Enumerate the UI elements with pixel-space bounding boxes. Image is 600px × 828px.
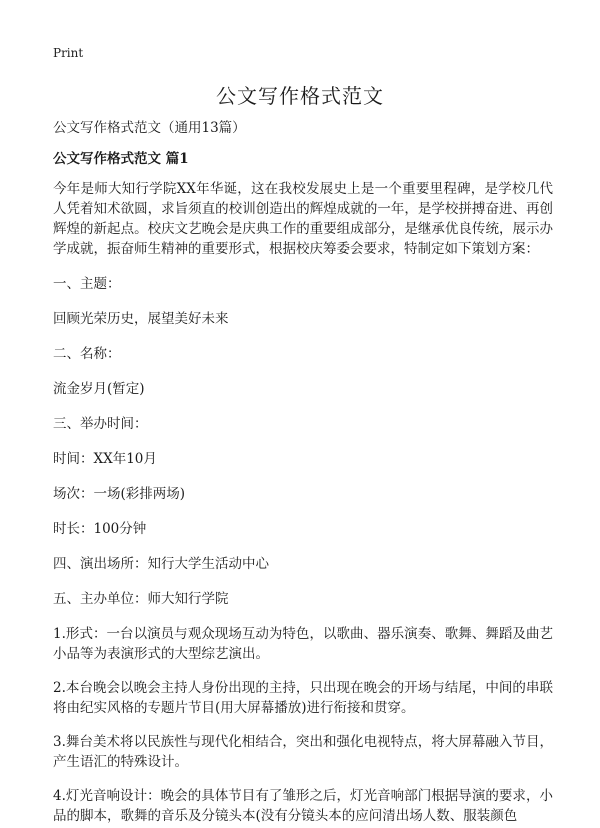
section-heading: 公文写作格式范文 篇1 [53, 151, 189, 167]
paragraph-stage-art: 3.舞台美术将以民族性与现代化相结合，突出和强化电视特点，将大屏幕融入节目，产生语汇的特殊设计。 [53, 734, 553, 770]
paragraph-name: 流金岁月(暂定) [53, 381, 145, 397]
paragraph-sessions: 场次：一场(彩排两场) [53, 486, 186, 502]
document-body [53, 118, 553, 828]
print-link[interactable]: Print [53, 46, 84, 60]
paragraph-duration: 时长：100分钟 [53, 521, 147, 537]
paragraph-theme: 回顾光荣历史，展望美好未来 [53, 311, 229, 327]
paragraph-time: 时间：XX年10月 [53, 451, 157, 467]
page-title: 公文写作格式范文 [216, 84, 384, 108]
paragraph-theme-label: 一、主题： [53, 276, 121, 292]
paragraph-venue: 四、演出场所：知行大学生活动中心 [53, 556, 269, 572]
paragraph-format: 1.形式：一台以演员与观众现场互动为特色，以歌曲、器乐演奏、歌舞、舞蹈及曲艺小品等为表演形式的大型综艺演出。 [53, 626, 553, 662]
paragraph-time-label: 三、举办时间： [53, 416, 148, 432]
paragraph-organizer: 五、主办单位：师大知行学院 [53, 591, 229, 607]
document-subtitle: 公文写作格式范文（通用13篇） [53, 120, 246, 136]
paragraph-intro: 今年是师大知行学院XX年华诞，这在我校发展史上是一个重要里程碑，是学校几代人凭着知术欲圆，求旨须直的校训创造出的辉煌成就的一年，是学校拼搏奋进、再创辉煌的新起点。校庆文艺晚会是庆典工作的重要组成部分，是继承优良传统，展示办学成就，振奋师生精神的重要形式，根据校庆筹委会要求，特制定如下策划方案： [53, 181, 553, 257]
paragraph-name-label: 二、名称： [53, 346, 121, 362]
paragraph-host: 2.本台晚会以晚会主持人身份出现的主持，只出现在晚会的开场与结尾，中间的串联将由纪实风格的专题片节目(用大屏幕播放)进行衔接和贯穿。 [53, 680, 553, 716]
paragraph-lighting: 4.灯光音响设计：晚会的具体节目有了雏形之后，灯光音响部门根据导演的要求，小品的脚本，歌舞的音乐及分镜头本(没有分镜头本的应问清出场人数、服装颜色 [53, 788, 553, 824]
